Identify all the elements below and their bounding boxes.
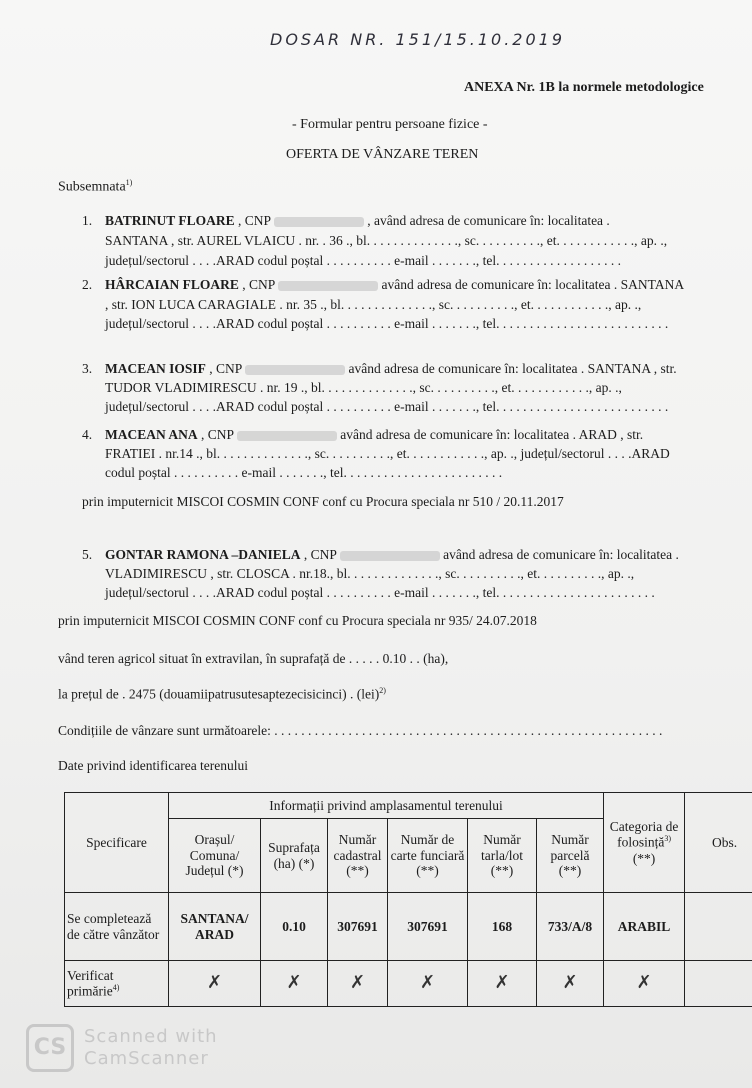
address-intro: având adresa de comunicare în: localitatea . SANTANA [381,277,685,292]
annex-label: ANEXA Nr. 1B la normele metodologice [464,80,704,95]
check-mark: ✗ [537,961,604,1007]
person-1-line-1 [105,213,610,229]
person-name: BATRINUT FLOARE [105,213,235,228]
person-2-line-1 [105,277,684,293]
person-3-line-1 [105,361,677,377]
person-1-line-2: SANTANA , str. AUREL VLAICU . nr. . 36 ., bl. . . . . . . . . . . . . ., sc. . . . . . . . . ., et. . . . . . . . . . . ., ap. ., [105,233,668,248]
land-identification-heading: Date privind identificarea terenului [58,758,249,773]
cell-cadastral: 307691 [328,893,388,961]
proxy-statement-2: prin imputernicit MISCOI COSMIN CONF conf cu Procura speciala nr 935/ 24.07.2018 [58,613,537,628]
check-mark: ✗ [169,961,261,1007]
person-4-line-3: codul poștal . . . . . . . . . . e-mail . . . . . . ., tel. . . . . . . . . . . . . . . . . . . . . . . . [105,465,503,480]
cnp-label: , CNP [209,361,242,376]
person-5-line-1 [105,547,679,563]
check-mark: ✗ [604,961,685,1007]
cell-obs [685,961,752,1007]
redacted-cnp [245,365,345,375]
watermark-line-2: CamScanner [84,1048,209,1069]
person-2-line-2: , str. ION LUCA CARAGIALE . nr. 35 ., bl. . . . . . . . . . . . . ., sc. . . . . . . . . ., et. . . . . . . . . . . ., ap. ., [105,297,642,312]
check-mark: ✗ [388,961,468,1007]
person-number: 3. [82,361,93,376]
cell-area: 0.10 [261,893,328,961]
person-2-line-3: județul/sectorul . . . .ARAD codul poștal . . . . . . . . . . e-mail . . . . . . ., tel. . . . . . . . . . . . . . . . . . . . . . . . . . [105,316,669,331]
land-identification-table [64,792,752,1007]
cnp-label: , CNP [201,427,234,442]
cell-category: ARABIL [604,893,685,961]
person-name: MACEAN IOSIF [105,361,206,376]
header-obs: Obs. [685,793,752,893]
person-5-line-2: VLADIMIRESCU , str. CLOSCA . nr.18., bl. . . . . . . . . . . . . ., sc. . . . . . . . . ., et. . . . . . . . . ., ap. ., [105,566,635,581]
document-title: OFERTA DE VÂNZARE TEREN [286,147,479,162]
subsemnata-label [58,178,132,196]
address-intro: având adresa de comunicare în: localitatea . SANTANA , str. [348,361,677,376]
watermark-line-1: Scanned with [84,1026,218,1047]
person-number: 1. [82,213,93,228]
table-row [65,961,752,1007]
person-4-line-1 [105,427,643,443]
person-name: MACEAN ANA [105,427,198,442]
check-mark: ✗ [328,961,388,1007]
handwritten-file-number: DOSAR NR. 151/15.10.2019 [270,30,566,49]
price-statement [58,686,386,703]
row-label-seller: Se completează de către vânzător [65,893,169,961]
person-5-line-3: județul/sectorul . . . .ARAD codul poștal . . . . . . . . . . e-mail . . . . . . ., tel. . . . . . . . . . . . . . . . . . . . . . . . [105,585,655,600]
header-category-text: Categoria de folosință [609,818,679,850]
header-city: Orașul/ Comuna/ Județul (*) [169,819,261,893]
cell-tarla: 168 [468,893,537,961]
cell-land-book: 307691 [388,893,468,961]
header-land-book: Număr de carte funciară (**) [388,819,468,893]
check-mark: ✗ [468,961,537,1007]
person-name: GONTAR RAMONA –DANIELA [105,547,301,562]
header-category [604,793,685,893]
person-number: 5. [82,547,93,562]
redacted-cnp [340,551,440,561]
footnote-ref: 2) [379,686,386,695]
person-4-line-2: FRATIEI . nr.14 ., bl. . . . . . . . . . . . . ., sc. . . . . . . . . ., et. . . . . . . . . . . ., ap. ., județul/sectorul . . . .ARAD [105,446,670,461]
cnp-label: , CNP [242,277,275,292]
address-intro: având adresa de comunicare în: localitatea . [443,547,679,562]
footnote-ref: 3) [664,834,672,844]
price-text: la prețul de . 2475 (douamiipatrusutesaptezecisicinci) . (lei) [58,686,380,702]
redacted-cnp [274,217,364,227]
camscanner-logo: CS [26,1024,74,1072]
person-name: HÂRCAIAN FLOARE [105,277,239,292]
row-label-verified-text: Verificat primărie [67,967,114,999]
header-category-tail: (**) [632,850,656,866]
cnp-label: , CNP [303,547,337,562]
form-type: - Formular pentru persoane fizice - [292,117,488,132]
person-1-line-3: județul/sectorul . . . .ARAD codul poștal . . . . . . . . . . e-mail . . . . . . ., tel. . . . . . . . . . . . . . . . . . . [105,253,621,268]
check-mark: ✗ [261,961,328,1007]
cell-parcel: 733/A/8 [537,893,604,961]
cell-city: SANTANA/ ARAD [169,893,261,961]
address-intro: , având adresa de comunicare în: localitatea . [367,213,610,228]
cnp-label: , CNP [238,213,271,228]
sale-statement: vând teren agricol situat în extravilan, în suprafață de . . . . . 0.10 . . (ha), [58,651,449,666]
header-tarla: Număr tarla/lot (**) [468,819,537,893]
header-parcel: Număr parcelă (**) [537,819,604,893]
row-label-verified [65,961,169,1007]
redacted-cnp [237,431,337,441]
header-area: Suprafața (ha) (*) [261,819,328,893]
address-intro: având adresa de comunicare în: localitatea . ARAD , str. [340,427,644,442]
footnote-ref: 1) [125,178,133,187]
redacted-cnp [278,281,378,291]
person-3-line-2: TUDOR VLADIMIRESCU . nr. 19 ., bl. . . . . . . . . . . . . ., sc. . . . . . . . . ., et. . . . . . . . . . . ., ap. ., [105,380,622,395]
subsemnata-text: Subsemnata [58,179,126,195]
footnote-ref: 4) [112,983,120,993]
table-row [65,893,752,961]
person-number: 4. [82,427,93,442]
person-number: 2. [82,277,93,292]
person-3-line-3: județul/sectorul . . . .ARAD codul poștal . . . . . . . . . . e-mail . . . . . . ., tel. . . . . . . . . . . . . . . . . . . . . . . . . . [105,399,669,414]
sale-conditions: Condițiile de vânzare sunt următoarele: . . . . . . . . . . . . . . . . . . . . . . . . . . . . . . . . . . . . . . . . . . . . . . . . . . . . . . . . . . [58,723,663,738]
cell-obs [685,893,752,961]
header-specificare: Specificare [65,793,169,893]
header-cadastral: Număr cadastral (**) [328,819,388,893]
proxy-statement-1: prin imputernicit MISCOI COSMIN CONF conf cu Procura speciala nr 510 / 20.11.2017 [82,494,564,509]
header-group-location: Informații privind amplasamentul terenului [169,793,604,819]
